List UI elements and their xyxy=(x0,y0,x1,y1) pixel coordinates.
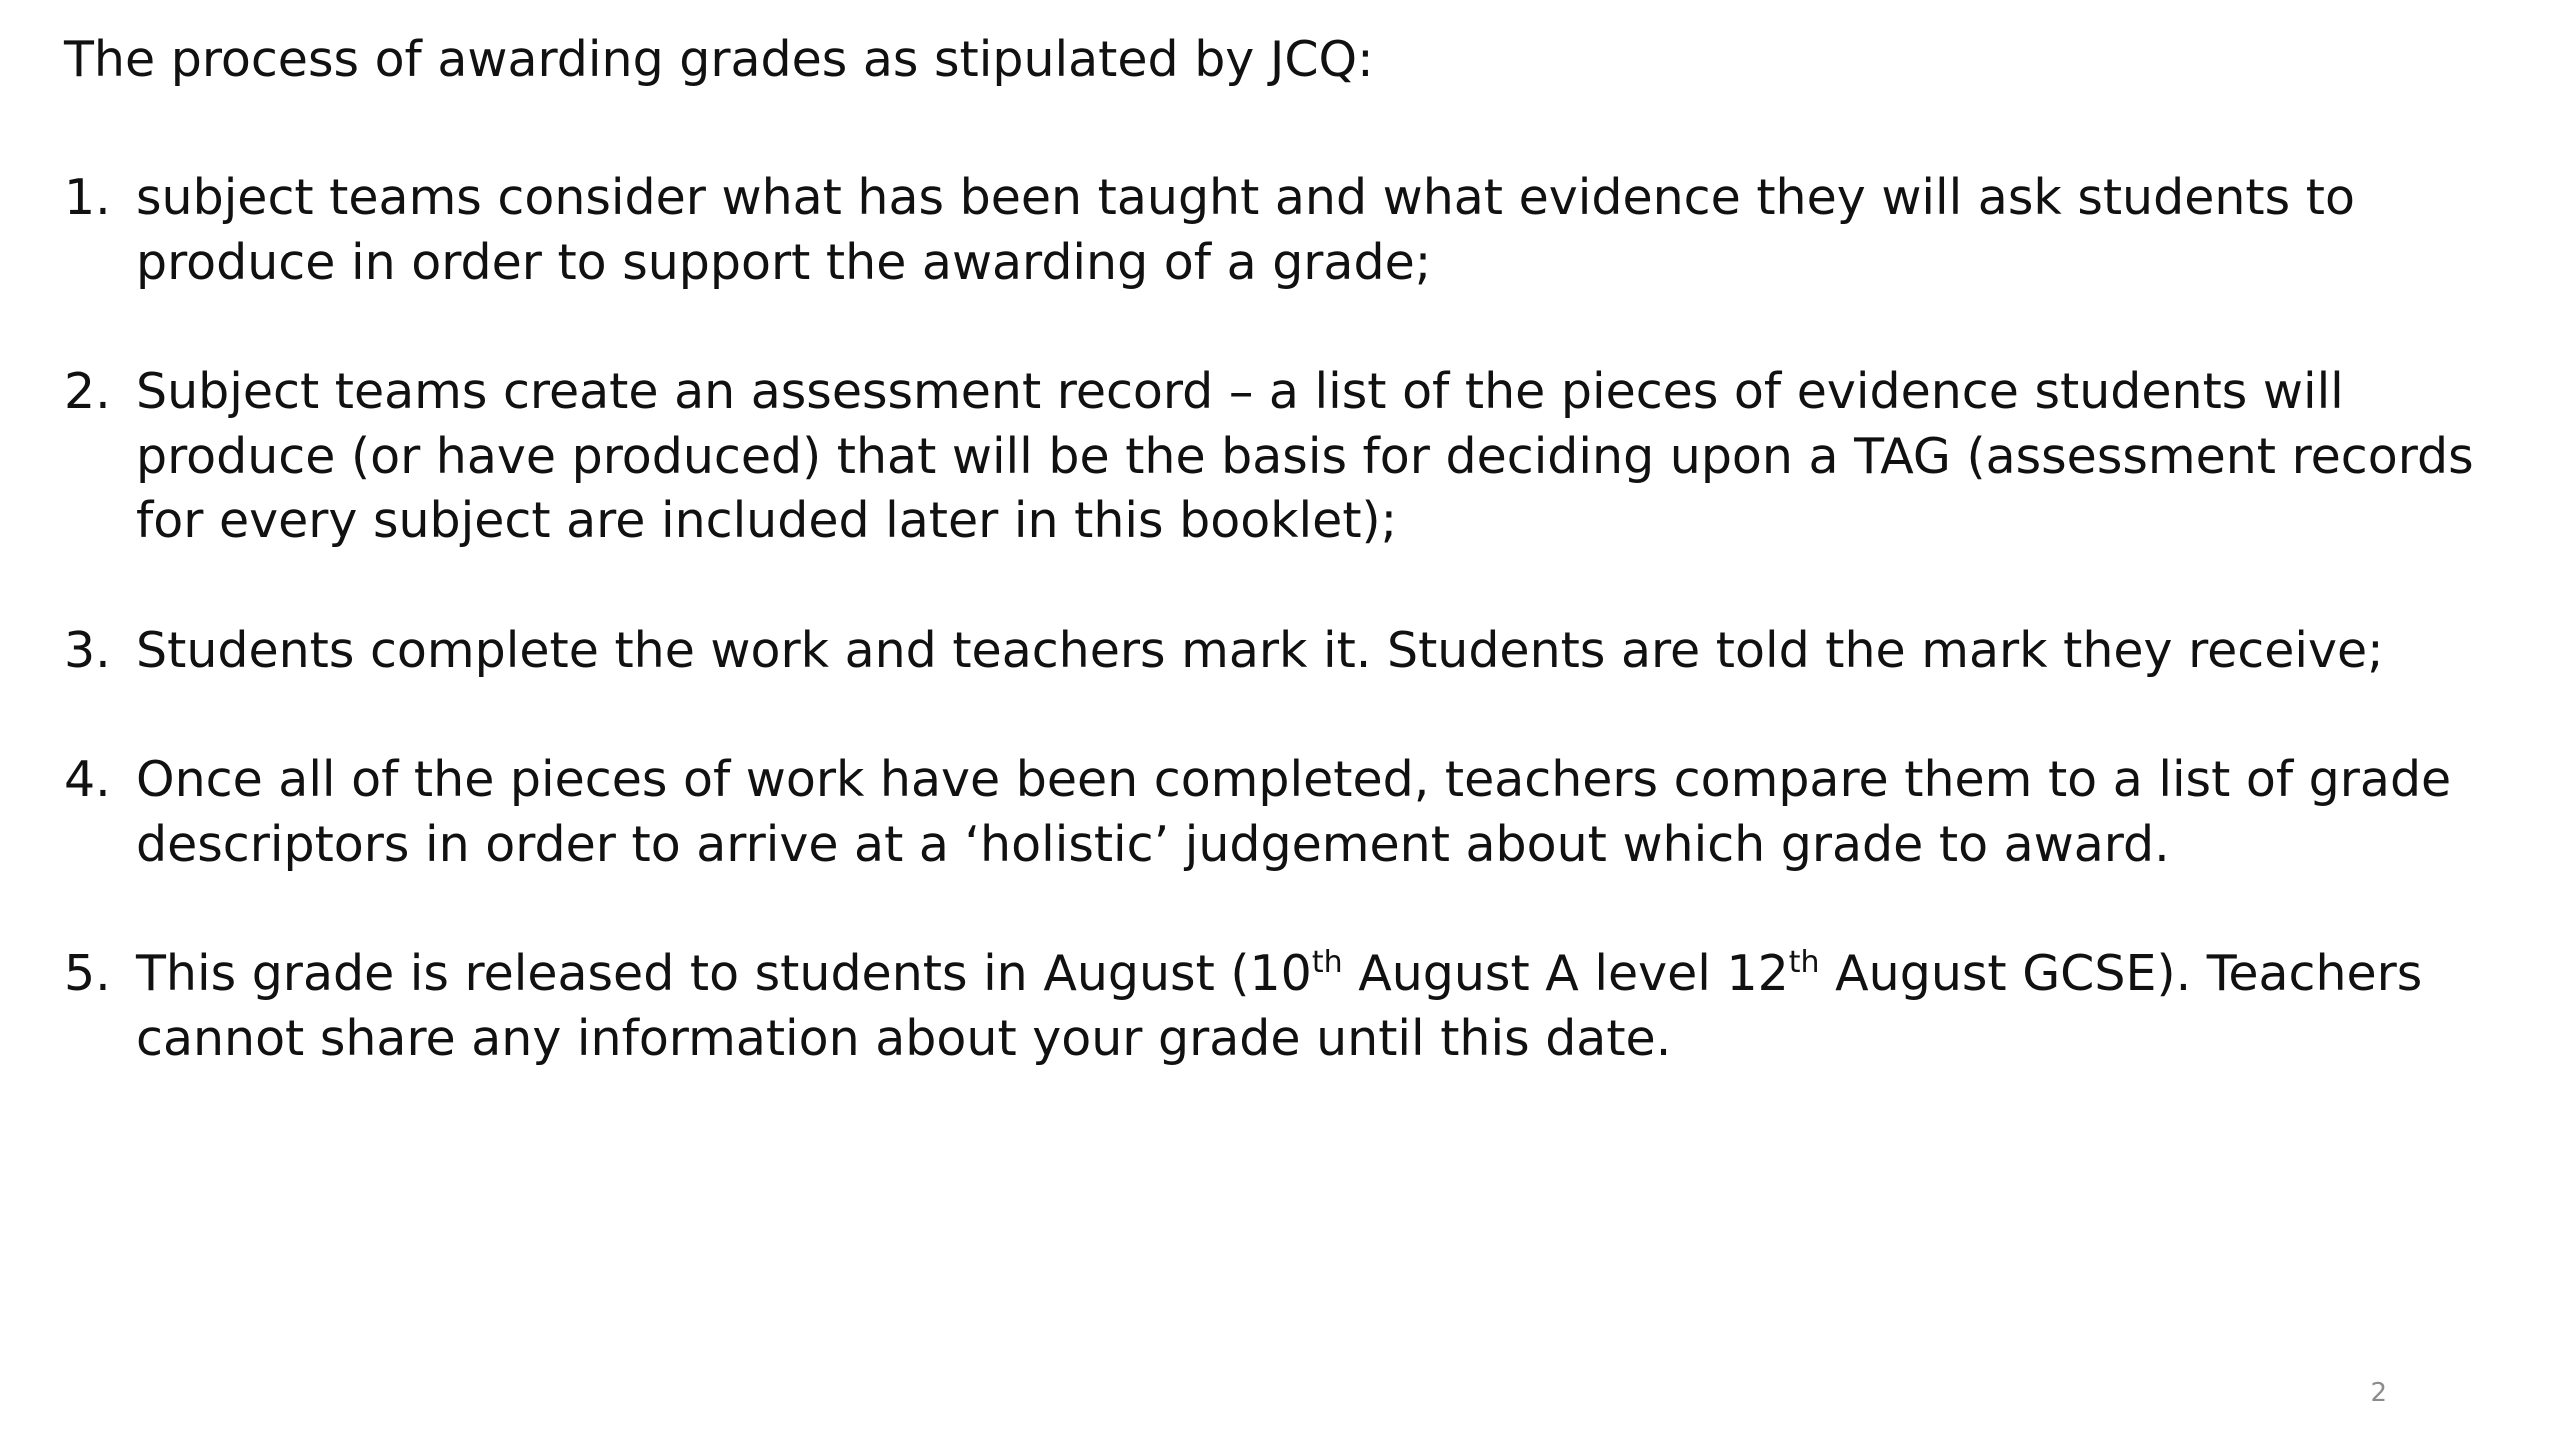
step-text: Subject teams create an assessment record – a list of the pieces of evidence students will produce (or have produced) that will be the basis for deciding upon a TAG (assessment records for every subject are included later in this booklet); xyxy=(136,363,2474,549)
step-number: 4. xyxy=(64,751,111,808)
list-item xyxy=(64,619,2484,684)
step-number: 5. xyxy=(64,945,111,1002)
step-text-part: This grade is released to students in August (10 xyxy=(136,945,1312,1002)
list-item xyxy=(64,360,2484,554)
steps-list xyxy=(64,166,2484,1136)
step-number: 1. xyxy=(64,169,111,226)
step-text-part: August GCSE). Teachers cannot share any information about your grade until this date. xyxy=(136,945,2423,1067)
step-text: Once all of the pieces of work have been completed, teachers compare them to a list of grade descriptors in order to arrive at a ‘holistic’ judgement about which grade to award. xyxy=(136,751,2452,873)
ordinal-suffix: th xyxy=(1788,945,1820,980)
step-text: Students complete the work and teachers mark it. Students are told the mark they receive; xyxy=(136,621,2384,679)
list-item xyxy=(64,166,2484,295)
page-number: 2 xyxy=(2370,1378,2387,1408)
step-number: 3. xyxy=(64,621,111,679)
step-text-part: August A level 12 xyxy=(1342,945,1789,1002)
step-text: subject teams consider what has been taught and what evidence they will ask students to produce in order to support the awarding of a grade; xyxy=(136,169,2355,291)
list-item xyxy=(64,748,2484,877)
list-item xyxy=(64,942,2484,1071)
step-text xyxy=(136,942,2484,1071)
step-number: 2. xyxy=(64,363,111,420)
ordinal-suffix: th xyxy=(1311,945,1343,980)
slide-intro: The process of awarding grades as stipulated by JCQ: xyxy=(64,31,1374,88)
